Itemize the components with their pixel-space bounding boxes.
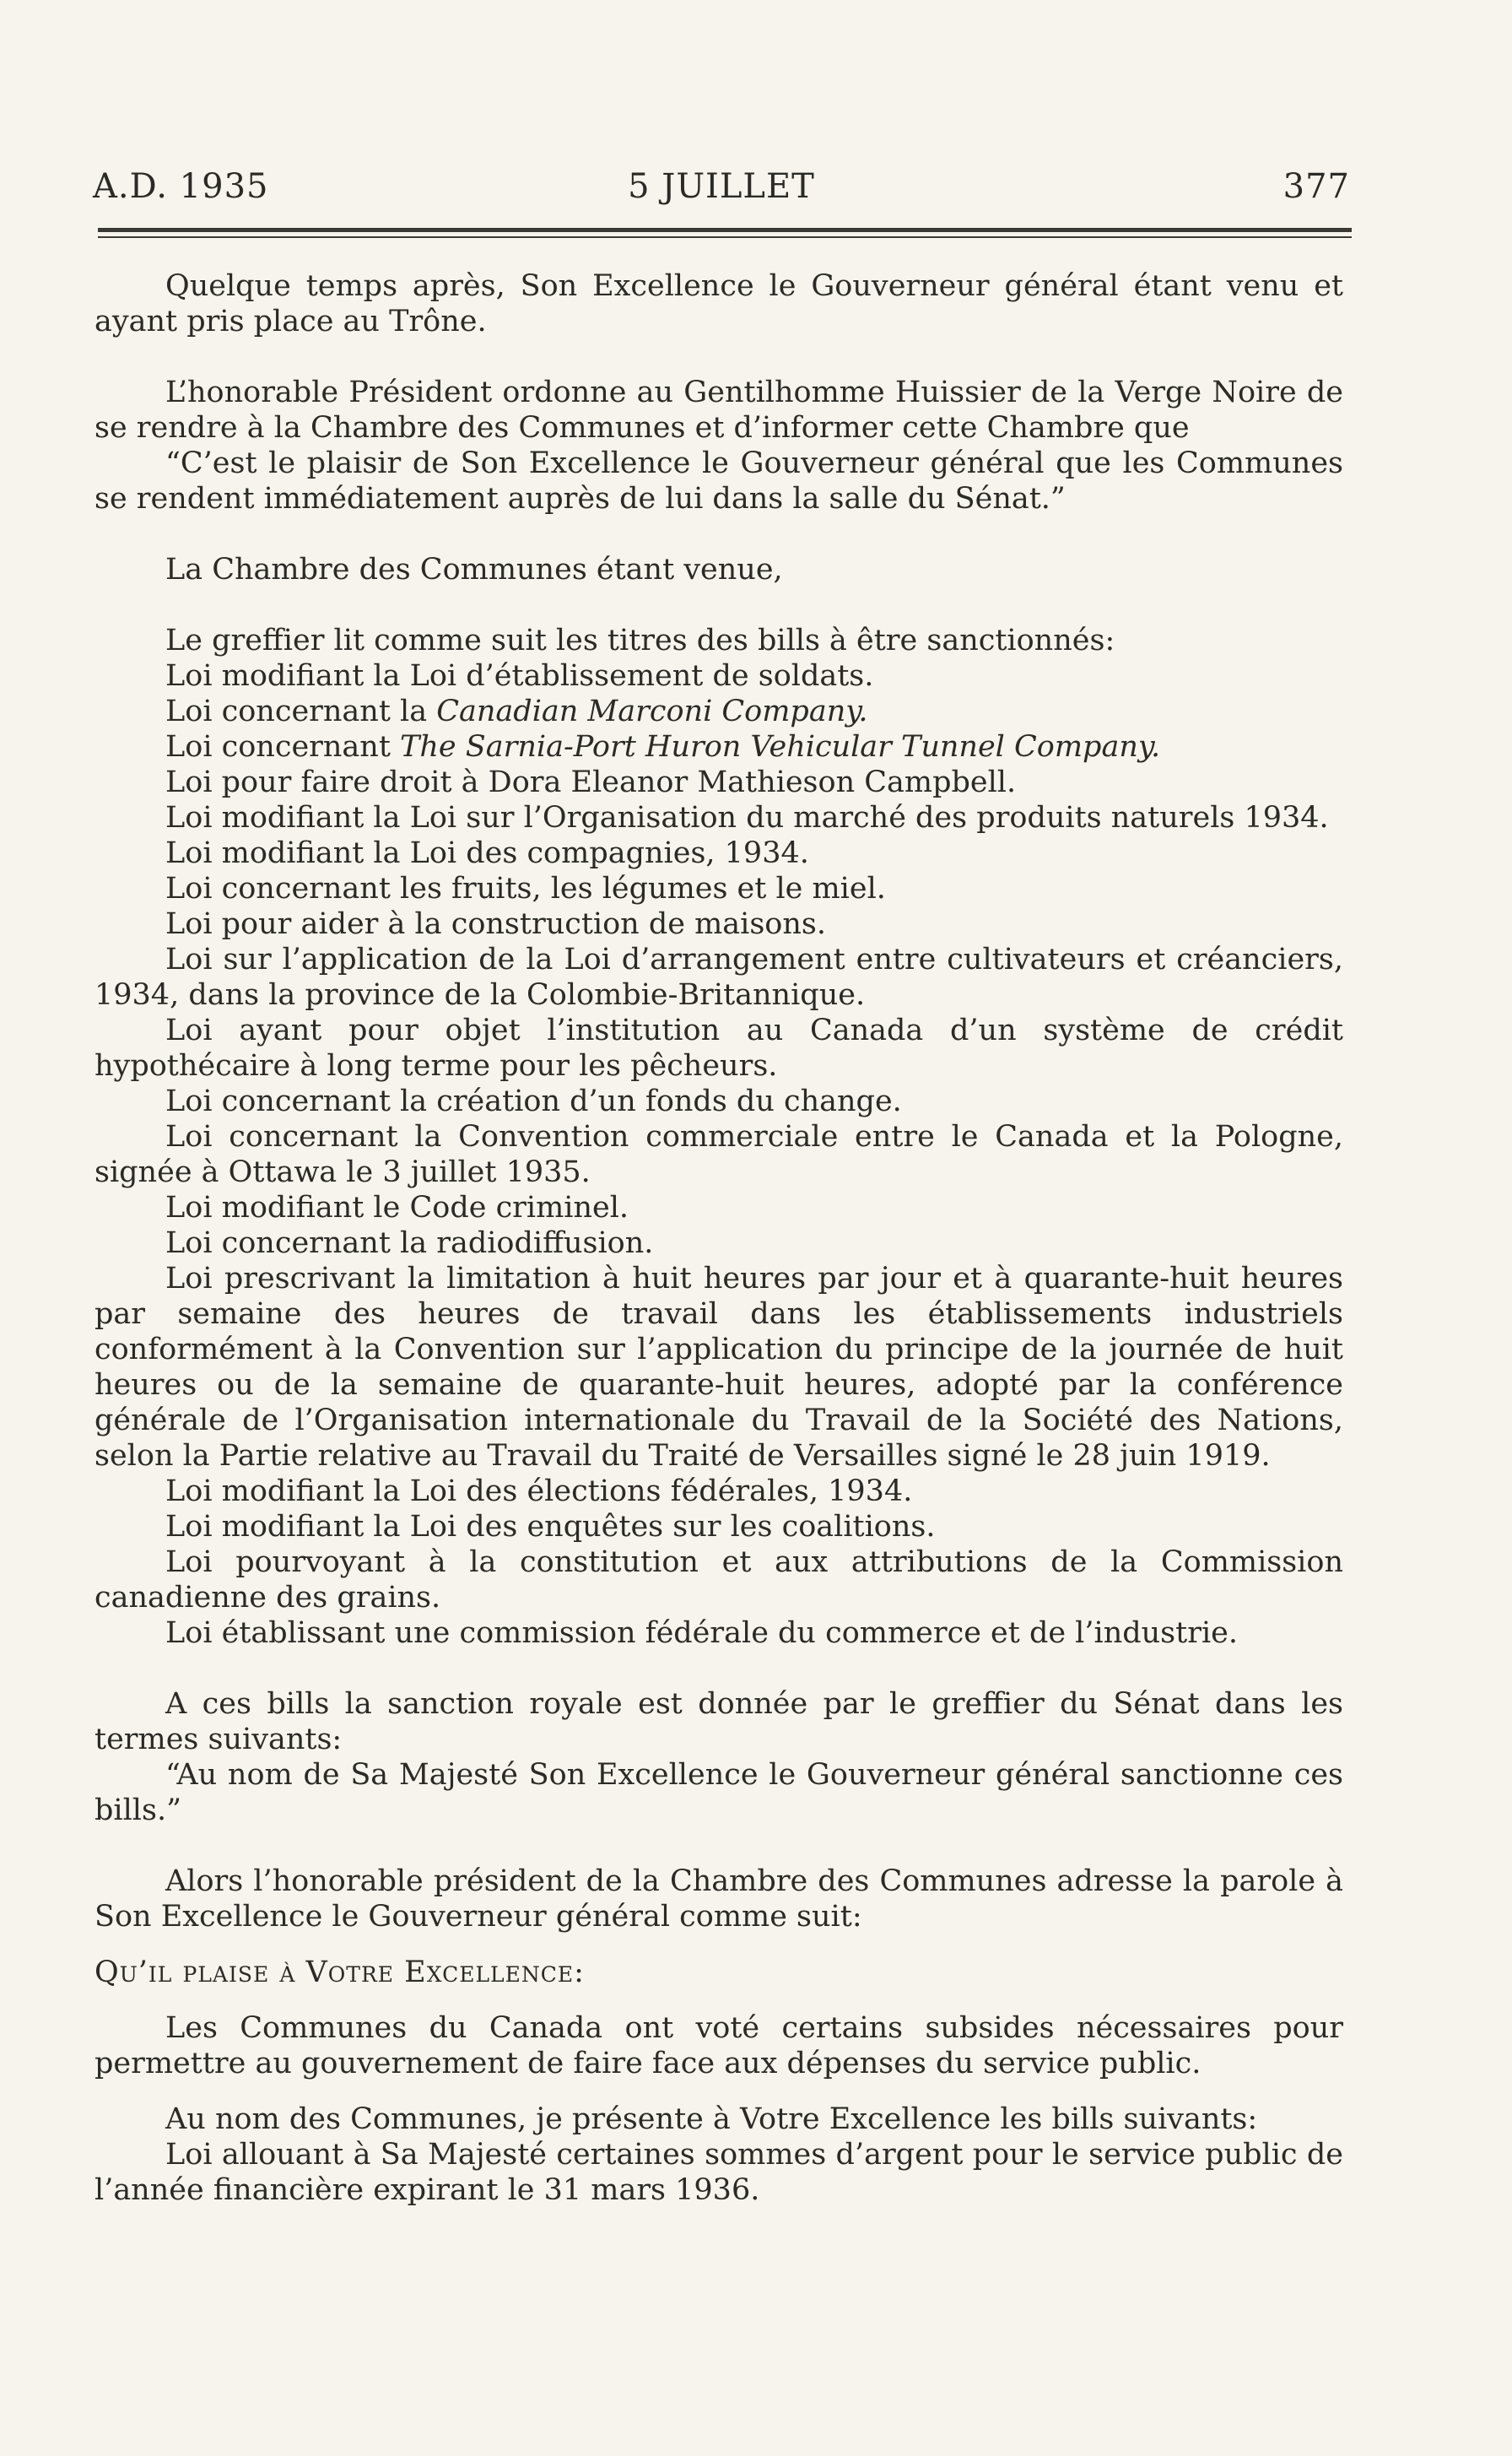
bill-item [94,729,1343,765]
bill-item: Loi concernant la création d’un fonds du change. [165,1085,902,1118]
bill-item: Loi sur l’application de la Loi d’arrangement entre cultivateurs et créanciers, 1934, dans la province de la Colombie-Britannique. [94,943,1343,1012]
address-salutation: Qu’il plaise à Votre Excellence: [94,1956,585,1989]
header-date: 5 JUILLET [628,167,815,206]
bill-item: Loi modifiant la Loi des compagnies, 1934. [165,836,809,870]
page-header [93,167,1350,211]
bill-item [94,694,1343,729]
bill-item: Loi ayant pour objet l’institution au Canada d’un système de crédit hypothécaire à long terme pour les pêcheurs. [94,1014,1343,1083]
header-year: A.D. 1935 [93,167,269,206]
paragraph-present-bills: Au nom des Communes, je présente à Votre Excellence les bills suivants: [165,2102,1258,2136]
paragraph-quote: “C’est le plaisir de Son Excellence le Gouverneur général que les Communes se rendent immédiatement auprès de lui dans la salle du Sénat.” [94,446,1343,516]
bill-company-name: Canadian Marconi Company. [436,695,868,728]
paragraph-royal-assent: A ces bills la sanction royale est donnée par le greffier du Sénat dans les termes suivants: [94,1687,1343,1756]
bill-item: Loi modifiant le Code criminel. [165,1191,629,1225]
bill-item: Loi modifiant la Loi des enquêtes sur les coalitions. [165,1510,936,1544]
paragraph-clerk-reads: Le greffier lit comme suit les titres des bills à être sanctionnés: [165,624,1115,657]
bill-list [94,658,1343,1651]
paragraph-supply: Les Communes du Canada ont voté certains subsides nécessaires pour permettre au gouvernement de faire face aux dépenses du service public. [94,2011,1343,2080]
header-rule-thick [98,228,1352,232]
bill-text: Loi concernant la [165,695,437,728]
bill-item: Loi modifiant la Loi d’établissement de soldats. [165,659,874,693]
bill-item: Loi établissant une commission fédérale du commerce et de l’industrie. [165,1616,1238,1650]
bill-company-name: The Sarnia-Port Huron Vehicular Tunnel Company. [400,730,1161,764]
page-number: 377 [1282,167,1350,206]
bill-item: Loi pour aider à la construction de maisons. [165,907,826,941]
bill-item: Loi pourvoyant à la constitution et aux attributions de la Commission canadienne des grains. [94,1545,1343,1615]
bill-item: Loi concernant la radiodiffusion. [165,1226,654,1260]
bill-item: Loi modifiant la Loi des élections fédérales, 1934. [165,1474,913,1508]
bill-item: Loi concernant la Convention commerciale entre le Canada et la Pologne, signée à Ottawa le 3 juillet 1935. [94,1120,1343,1189]
bill-item: Loi concernant les fruits, les légumes et le miel. [165,872,886,906]
bill-text: Loi concernant [165,730,401,764]
bill-item: Loi prescrivant la limitation à huit heures par jour et à quarante-huit heures par semaine des heures de travail dans les établissements industriels conformément à la Convention sur l’application du principe de la journée de huit heures ou de la semaine de quarante-huit heures, adopté par la conférence générale de l’Organisation internationale du Travail de la Société des Nations, selon la Partie relative au Travail du Traité de Versailles signé le 28 juin 1919. [94,1262,1343,1473]
header-rule-thin [98,236,1352,238]
bill-item-supply: Loi allouant à Sa Majesté certaines sommes d’argent pour le service public de l’année financière expirant le 31 mars 1936. [94,2138,1343,2207]
page-body [94,268,1343,2208]
paragraph-arrival: Quelque temps après, Son Excellence le Gouverneur général étant venu et ayant pris place au Trône. [94,269,1343,338]
paragraph-assent-formula: “Au nom de Sa Majesté Son Excellence le Gouverneur général sanctionne ces bills.” [94,1758,1343,1827]
paragraph-order: L’honorable Président ordonne au Gentilhomme Huissier de la Verge Noire de se rendre à la Chambre des Communes et d’informer cette Chambre que [94,376,1343,445]
bill-item: Loi pour faire droit à Dora Eleanor Mathieson Campbell. [165,765,1017,799]
paragraph-commons-came: La Chambre des Communes étant venue, [165,553,783,587]
paragraph-speaker-address: Alors l’honorable président de la Chambre des Communes adresse la parole à Son Excellence le Gouverneur général comme suit: [94,1864,1343,1934]
bill-item: Loi modifiant la Loi sur l’Organisation du marché des produits naturels 1934. [165,801,1329,835]
